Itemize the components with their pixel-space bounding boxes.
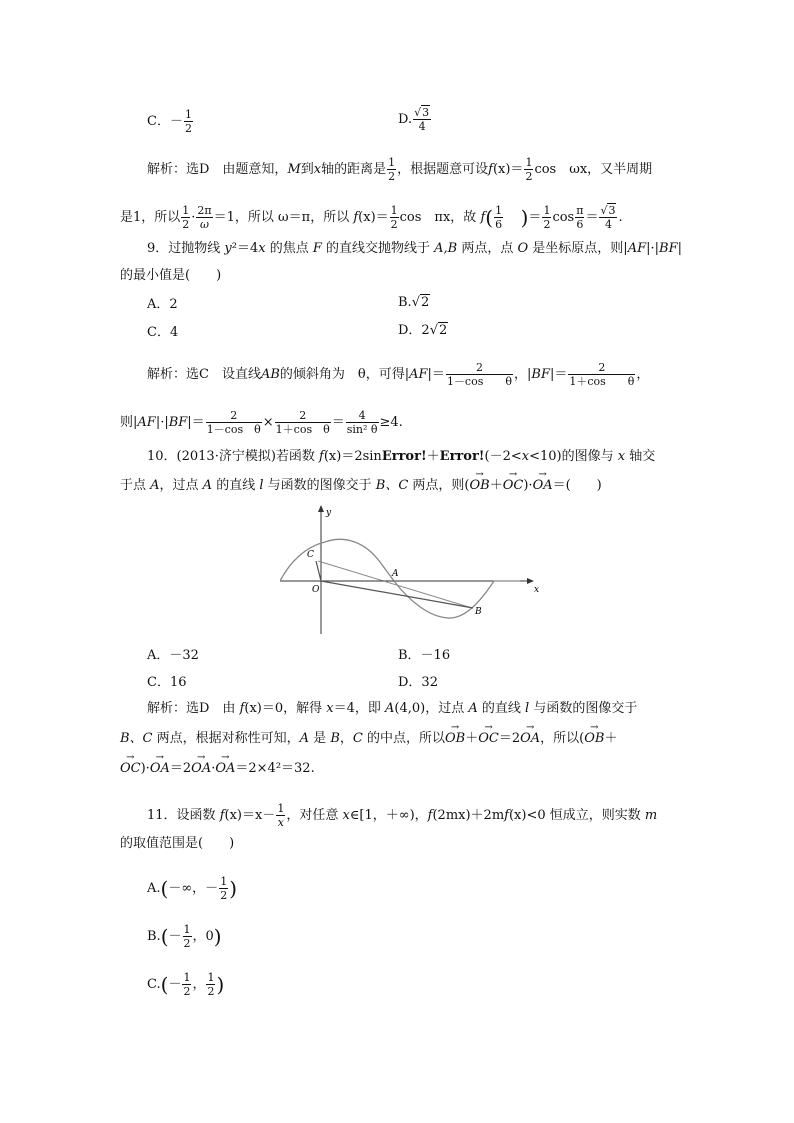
text: ，所以( (540, 731, 585, 746)
text: ＝1，所以 ω＝π，所以 (213, 210, 350, 225)
text: (2mx)＋2m (432, 808, 505, 823)
text: 是 (309, 731, 331, 746)
text: AB (260, 367, 280, 382)
paren: ) (520, 205, 529, 230)
paren: ( (485, 205, 494, 230)
numerator: 4 (346, 409, 379, 423)
q8-option-c (147, 108, 194, 135)
text: f (488, 162, 493, 177)
vector: → OA (520, 730, 540, 748)
denominator: 1＋cos θ (275, 423, 330, 436)
text: 是坐标原点，则| (528, 241, 628, 256)
text: f (353, 210, 359, 225)
text: (x)＝ (358, 210, 389, 225)
denominator: 2 (388, 170, 396, 183)
numerator: 1 (543, 204, 551, 217)
numerator: 1 (390, 204, 398, 217)
text: 两点，根据对称性可知， (152, 731, 300, 746)
text: x (617, 449, 626, 464)
fraction (446, 361, 513, 388)
text: ＝2 (498, 731, 521, 746)
text: f (239, 701, 245, 716)
q10-solution-line-2 (120, 730, 617, 748)
text: ＝ (331, 415, 345, 430)
q10-stem-line-1 (147, 448, 655, 466)
text: A (150, 478, 160, 493)
text: ＝( ) (552, 478, 602, 493)
text: l (259, 478, 264, 493)
text: ， (339, 731, 353, 746)
vector: → OB (470, 477, 490, 495)
vector: → OB (445, 730, 465, 748)
text: 则| (120, 415, 138, 430)
text: l (525, 701, 530, 716)
denominator: 4 (604, 218, 612, 231)
vector: → OC (478, 730, 499, 748)
vector: → OA (150, 760, 170, 778)
denominator: x (277, 816, 284, 829)
text: A (202, 478, 213, 493)
q9-solution-line-1 (147, 361, 649, 388)
text: ， (636, 367, 650, 382)
q11-option-c (147, 971, 224, 998)
text: ，对任意 (286, 808, 343, 823)
denominator: 2 (220, 889, 228, 902)
fraction (575, 204, 584, 231)
y-axis-label: y (326, 508, 332, 518)
text: ，| (514, 367, 532, 382)
fraction (387, 156, 396, 183)
denominator: 2 (207, 985, 215, 998)
text: |＝ (427, 367, 445, 382)
text: |＝ (549, 367, 568, 382)
text: )· (523, 478, 533, 493)
paren: ( (160, 972, 169, 997)
q10-option-a: A．－32 (147, 648, 199, 663)
paren: ) (216, 972, 225, 997)
fraction (524, 156, 533, 183)
q10-option-c: C．16 (147, 675, 187, 690)
text: A (385, 701, 395, 716)
text: F (312, 241, 322, 256)
paren: ( (160, 924, 169, 949)
text: |·| (646, 241, 660, 256)
text: · (211, 761, 216, 776)
q9-option-a: A．2 (147, 297, 178, 312)
q10-solution-line-1 (147, 700, 637, 718)
text: B. (147, 929, 161, 944)
text: ＝ (528, 210, 542, 225)
error-text: Error! (439, 449, 485, 464)
text: ＋ (489, 478, 503, 493)
q8-option-c-label: C．－ (147, 114, 183, 129)
denominator: 1－cos θ (206, 423, 261, 436)
text: 的直线 (212, 478, 260, 493)
text: | (677, 241, 682, 256)
q9-solution-line-2 (120, 409, 403, 436)
text: A. (147, 881, 161, 896)
numerator: 1 (182, 204, 190, 217)
text: ＝ (585, 210, 599, 225)
text: 两点，点 (457, 241, 518, 256)
text: BF (659, 241, 678, 256)
q11-option-a (147, 875, 237, 902)
fraction (219, 875, 228, 902)
numerator: 2 (446, 361, 513, 375)
text: 11．设函数 (147, 808, 220, 823)
text: D．2 (398, 323, 430, 338)
numerator: 1 (207, 971, 215, 984)
text: (x)＝ (492, 162, 524, 177)
text: A (468, 701, 478, 716)
text: BF (168, 415, 188, 430)
numerator: √3 (600, 204, 616, 217)
denominator: 2 (390, 218, 398, 231)
point-a-label: A (392, 569, 399, 579)
text: x (521, 449, 530, 464)
text: 的焦点 (265, 241, 313, 256)
numerator: π (576, 204, 584, 217)
denominator: 1－cos θ (446, 375, 512, 388)
text: × (262, 415, 274, 430)
q11-option-b (147, 923, 222, 950)
q10-option-d: D．32 (398, 675, 438, 690)
denominator: 2 (184, 122, 192, 135)
text: 轴的距离是 (321, 162, 387, 177)
text: 是1，所以 (120, 210, 181, 225)
fraction (494, 204, 503, 231)
fraction (275, 409, 331, 436)
denominator: sin² θ (346, 423, 378, 436)
text: AF (137, 415, 156, 430)
text: ＝2 (169, 761, 192, 776)
numerator: 1 (495, 204, 503, 217)
vector: → OC (120, 760, 141, 778)
text: 的直线交抛物线于 (321, 241, 435, 256)
text: x (326, 701, 334, 716)
text: (4,0)，过点 (394, 701, 469, 716)
fraction (542, 204, 551, 231)
numerator: 1 (183, 923, 191, 936)
text: f (219, 808, 225, 823)
text: (x)＝x－ (224, 808, 276, 823)
sqrt-radicand: 2 (439, 323, 448, 338)
q9-option-c: C．4 (147, 325, 179, 340)
text: ＋ (465, 731, 479, 746)
text: － (168, 977, 182, 992)
text: BF (531, 367, 550, 382)
denominator: 2 (525, 170, 533, 183)
text: x (313, 162, 322, 177)
text: AF (409, 367, 428, 382)
fraction (206, 971, 215, 998)
q8-solution-line-2: 是1，所以 $\frac{1}{2}$ · $\frac{2\pi}{\omega}$ ＝1，所以 ω＝π，所以 f(x)＝ $\frac{1}{2}$ cos πx，故 f( $\frac{1}{6}$ )＝ $\frac{1}{2}$ cos $\frac{\pi}{6}$ ＝ $\frac{√3}{4}$ . (120, 204, 623, 231)
text: C. (147, 977, 161, 992)
text: (x)＝2sin (323, 449, 382, 464)
fraction (413, 106, 431, 133)
text: ＋ (426, 449, 440, 464)
denominator: 1＋cos θ (569, 375, 635, 388)
text: ＋ (604, 731, 618, 746)
sqrt-radicand: 3 (608, 204, 616, 217)
text: . (618, 210, 623, 225)
text: B (330, 731, 340, 746)
text: 与函数的图像交于 (263, 478, 376, 493)
vector: → OA (191, 760, 211, 778)
text: f (427, 808, 433, 823)
text: 与函数的图像交于 (529, 701, 638, 716)
q11-stem-line-2: 的取值范围是( ) (120, 836, 235, 851)
text: )· (140, 761, 150, 776)
numerator: 1 (183, 971, 191, 984)
text: A,B (434, 241, 458, 256)
text: C (352, 731, 363, 746)
x-axis-label: x (534, 585, 540, 595)
text: ＝2×4²＝32. (235, 761, 315, 776)
vector: → OC (503, 477, 524, 495)
point-c-label: C (307, 550, 314, 560)
fraction (182, 971, 191, 998)
fraction (346, 409, 379, 436)
text: － (168, 929, 182, 944)
text: cos πx，故 (399, 210, 477, 225)
text: 的中点，所以 (362, 731, 445, 746)
text: x (258, 241, 266, 256)
denominator: 2 (183, 937, 191, 950)
text: (－2< (484, 449, 522, 464)
numerator: 1 (220, 875, 228, 888)
sqrt-radicand: 3 (422, 106, 430, 119)
point-b-label: B (475, 607, 482, 617)
denominator: 2 (183, 985, 191, 998)
text: 9．过抛物线 (147, 241, 225, 256)
q8-option-d (398, 106, 432, 133)
numerator: 2 (275, 409, 331, 423)
x-axis-arrow-icon (527, 578, 534, 584)
error-text: Error! (381, 449, 427, 464)
numerator: 1 (277, 802, 285, 815)
text: cos (552, 210, 575, 225)
denominator: 4 (418, 120, 426, 133)
text: －∞，－ (168, 881, 219, 896)
numerator: 2 (206, 409, 262, 423)
segment-oc (316, 561, 321, 581)
q9-stem-line-1 (147, 240, 682, 258)
text: ，根据题意可设 (397, 162, 489, 177)
text: 解析：选C 设直线 (147, 367, 261, 382)
text: m (644, 808, 658, 823)
text: ²＝4 (231, 241, 259, 256)
text: cos ωx，又半周期 (534, 162, 653, 177)
q8-solution-line-1 (147, 156, 652, 183)
text: AF (627, 241, 647, 256)
numerator: 2 (568, 361, 635, 375)
text: f (480, 210, 486, 225)
q9-stem-line-2: 的最小值是( ) (120, 268, 222, 283)
numerator: √3 (414, 106, 430, 119)
fraction (390, 204, 399, 231)
text: (x)<0 恒成立，则实数 (508, 808, 645, 823)
text: M (287, 162, 301, 177)
paren: ) (213, 924, 222, 949)
q9-option-b: B.√2 (398, 295, 430, 310)
text: <10)的图像与 (529, 449, 618, 464)
numerator: 1 (388, 156, 396, 169)
fraction (184, 108, 193, 135)
text: 的直线 (477, 701, 526, 716)
text: |＝ (187, 415, 205, 430)
text: f (319, 449, 324, 464)
text: ， (192, 977, 206, 992)
fraction (206, 409, 262, 436)
function-curve (280, 539, 520, 618)
denominator: 2 (543, 218, 551, 231)
q10-figure (280, 502, 545, 637)
text: 解析：选D 由题意知， (147, 162, 288, 177)
q11-stem-line-1 (147, 802, 657, 829)
numerator: 2π (197, 204, 212, 217)
text: A (299, 731, 310, 746)
point-o-label: O (312, 585, 320, 595)
y-axis-arrow-icon (318, 505, 324, 512)
text: 轴交 (625, 449, 656, 464)
numerator: 1 (184, 108, 192, 121)
denominator: 6 (576, 218, 584, 231)
text: ＝4，即 (333, 701, 386, 716)
fraction (181, 204, 190, 231)
q10-stem-line-2 (120, 477, 602, 495)
paren: ) (229, 876, 237, 901)
text: f (504, 808, 509, 823)
text: B、C (120, 731, 153, 746)
numerator: 1 (525, 156, 533, 169)
fraction (183, 923, 192, 950)
text: 于点 (120, 478, 151, 493)
sqrt-radicand: 2 (420, 295, 430, 310)
text: B、C (375, 478, 409, 493)
q10-solution-line-3 (120, 760, 315, 778)
denominator: 6 (495, 218, 503, 231)
text: 的倾斜角为 θ，可得| (279, 367, 410, 382)
text: x (342, 808, 350, 823)
text: 两点，则( (408, 478, 470, 493)
text: ，过点 (159, 478, 203, 493)
text: |·| (155, 415, 169, 430)
q10-option-b: B．－16 (398, 648, 451, 663)
text: O (517, 241, 529, 256)
q9-option-d: D．2√2 (398, 323, 448, 338)
vector: → OA (215, 760, 235, 778)
text: 到 (300, 162, 314, 177)
text: ，0 (192, 929, 214, 944)
text: 10．(2013·济宁模拟)若函数 (147, 449, 320, 464)
text: ∈[1，＋∞)， (349, 808, 428, 823)
text: y (224, 241, 232, 256)
text: B. (398, 295, 412, 310)
fraction (276, 802, 285, 829)
denominator: 2 (182, 218, 190, 231)
text: (x)＝0，解得 (244, 701, 327, 716)
text: 解析：选D 由 (147, 701, 240, 716)
vector: → OA (533, 477, 553, 495)
fraction (196, 204, 212, 231)
fraction (568, 361, 635, 388)
text: ≥4. (379, 415, 403, 430)
vector: → OB (584, 730, 604, 748)
paren: ( (160, 876, 169, 901)
q8-option-d-label: D. (398, 112, 413, 127)
fraction (599, 204, 617, 231)
denominator: ω (200, 218, 210, 231)
